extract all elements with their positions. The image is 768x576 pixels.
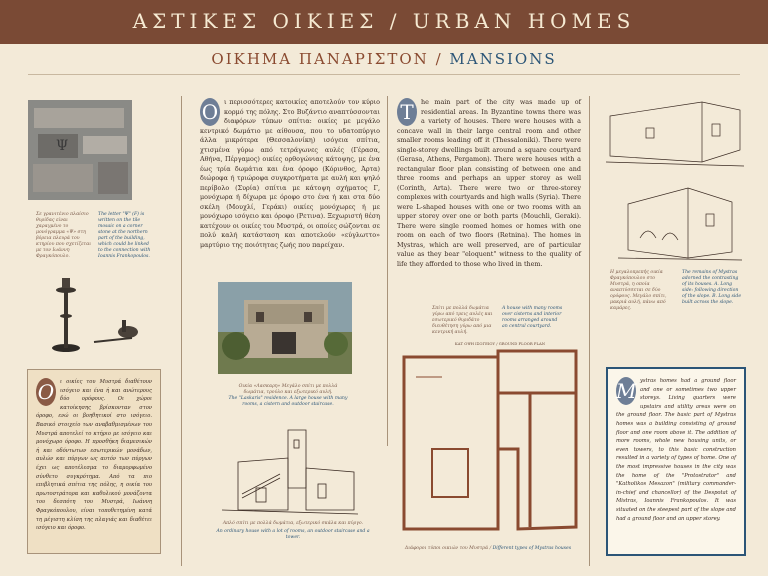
ground-floor-plan <box>402 347 582 542</box>
house-types-caption-english: Different types of Mystras houses <box>492 546 572 551</box>
ordinary-house-sketch <box>218 428 360 516</box>
header-bar <box>0 0 768 44</box>
laskaris-caption-greek: Οικία «Λασκαρη» Μεγάλο σπίτι με πολλά δωμάτια, τρούλο και εξωτερικό αυλή. <box>238 384 338 395</box>
left-divider <box>181 96 182 566</box>
far-right-box-dropcap: M <box>616 379 637 403</box>
house-types-caption-separator: / <box>488 546 493 551</box>
laskaris-caption-english: The "Laskaris" residence. A large house with many rooms, a cistern and outdoor staircase. <box>228 396 348 407</box>
page-subtitle <box>0 50 768 68</box>
left-greek-text-box <box>27 369 161 554</box>
house-types-caption <box>398 546 578 552</box>
sketch-caption-greek: Απλό σπίτι με πολλά δωμάτια, εξωτερικό σκάλα και πύργο. <box>222 521 364 526</box>
far-right-caption-english: The remains of Mystras adorned the contrasting of its houses. A. Long side: following direction of the slope. B. Long side built across the slope. <box>682 270 742 305</box>
title-divider <box>28 74 740 75</box>
right-english-text <box>397 98 581 269</box>
right-dropcap: T <box>397 98 417 126</box>
inscription-photo <box>28 100 132 200</box>
svg-text:Ψ: Ψ <box>56 138 69 154</box>
plan-caption-greek: Σπίτι με πολλά δωμάτια γύρω από τρεις αυλές και εσωτερικό θυριδάτο διευθέτηση γύρω από μια κεντρική αυλή. <box>432 306 493 335</box>
right-english-body: he main part of the city was made up of residential areas. In Byzantine towns there was a variety of houses. There were houses with a concave wall in their large central room and other smaller rooms leading off it (Thessaloniki). There were single-storey dwellings built around a square courtyard (Gerasa, Athens, Pergamon). There were houses with a rectangular floor plan consisting of between one and three rooms and perhaps an upper storey as well (Corinth, Arta). There were two or three-storey complexes with courtyards and high walls (Syria). There were L-shaped houses with one or two rooms with an upper storey over one or both parts (Mouchli, Geraki). There were single roomed homes or homes with one room on each of two floors (Retnina). The homes in Mystras, which are well preserved, are of particular value as they bear "eloquent" witness to the quality of life they afforded to those who lived in them. <box>397 98 581 268</box>
laskaris-house-photo <box>218 282 352 374</box>
middle-greek-body: ι περισσότερες κατοικίες αποτελούν τον κύριο κορμό της πόλης. Στο Βυζάντιο αναπτύσσονται διαφόρων τύπων σπίτια: οικίες με μεγάλο κεντρικό δωμάτιο με αίθουσα, που το υδατοπύργιο άλλα μικρότερα (Θεσσαλονίκη) ισόγεια σπίτια, χτισμένα γύρω από τετράγωνες αυλές (Γέρασα, Αθήνα, Πέργαμος) οικίες ορθογώνιας κάτοψης, με ένα έως τρία δωμάτια και ένα όροφο (Κόρινθος, Άρτα) διώροφα ή τριώροφα συγκροτήματα με αυλή και ψηλό περίβολο (Συρία) σπίτια με κάτοψη σχήματος Γ, μονόχωρα ή δίχωρα με όροφο στο ένα ή και στα δύο σκέλη (Μουχλί, Γεράκι) οικίες μονόχωρες ή με μονόχωρο ισόγειο και όροφο (Ρετινα). Ξεχωριστή θέση κατέχουν οι οικίες του Μυστρά, οι οποίες σώζονται σε πολύ καλή κατάσταση και αποτελούν «εύγλωττο» μαρτύριο της ποιότητας ζωής που παρείχαν. <box>200 98 380 249</box>
subtitle-separator: / <box>428 50 450 68</box>
middle-dropcap: Ο <box>201 100 219 124</box>
far-right-box-text <box>616 377 736 523</box>
far-right-caption-greek: Η μεγαλοπρεπής οικία Φραγκόπουλου στο Μυστρά, η οποία αναπτύσσεται σε δύο ορόφους. Μεγάλο σπίτι, μακριά αυλή, πάνω από καμάρες. <box>610 270 667 311</box>
house-sketch-a <box>606 96 744 170</box>
floor-plan-title: ΚΑΤ ΟΨΗ ΙΣΟΓΕΙΟΥ / GROUND FLOOR PLAN <box>454 341 546 346</box>
left-box-text <box>36 378 152 533</box>
subtitle-english: MANSIONS <box>449 50 557 68</box>
inscription-caption-greek: Σε γρανιτένιο πλαίσιο θυρίδας είναι χαραγμένο το μονόγραμμα «Ψ» στη βόρεια πλευρά του κτηρίου που σχετίζεται με τον Ιωάννη Φραγκόπουλο. <box>36 212 91 259</box>
left-box-body: ι οικίες του Μυστρά διαθέτουν ισόγειο και ένα ή και ανώτερους δύο ορόφους. Οι χώροι κατοίκησης βρίσκονταν στον όροφο, ενώ οι βοηθητικοί στο ισόγειο. Βασικό στοιχείο των αναβαθμισμένων του Μυστρά αποτελεί το κτήριο με ισόγειο και μονόχωρο όροφο. Η προσθήκη διαμεσικών ή και οδόντωτων εσωτερικών μονάδων, αυλών και πύργων ως αυτόν των πύργων έχει ως αποτέλεσμα το διαμορφωμένο σύνθετο συγκρότημα. Από τα πιο επιβλητικά σπίτια της πόλης, η οικία του πρωτοστράτορα και καθολικού μονάζοντα του δεσπότη του Μυστρά, Ιωάννη Φραγκόπουλου, είναι τοποθετημένη κατά τη μέγιστη κλίση της πλαγιάς και διαθέτει ισόγειο και όροφο. <box>36 379 152 532</box>
sketch-caption-english: An ordinary house with a lot of rooms, an outdoor staircase and a tower. <box>216 529 370 540</box>
lamp-objects-image <box>36 272 146 354</box>
left-box-dropcap: Ο <box>37 380 55 404</box>
house-sketch-b <box>618 180 742 262</box>
middle-divider <box>387 96 388 446</box>
inscription-caption-english: The letter "Ψ" (F) is written on the tile mosaic on a corner stone at the northern part of the building, which could be linked to the connection with Ioannis Frankopoulos. <box>98 212 151 259</box>
page-title: ΑΣΤΙΚΕΣ ΟΙΚΙΕΣ / URBAN HOMES <box>132 9 636 33</box>
house-types-caption-greek: Διάφοροι τύποι οικιών του Μυστρά <box>404 546 489 551</box>
far-right-box-body: ystras homes had a ground floor and one or sometimes two upper storeys. Living quarters were upstairs and utility areas were on the ground floor. The basic part of Mystras homes was a building consisting of ground floor and one room above it. The addition of more rooms, whole new housing units, or even towers, to this basic construction resulted in a variety of types of home. One of the most impressive houses in the city was the home of the "Protostrator" and "Katholikos Mesazon" (military commander-in-chief and chancellor) of the Despotat of Mistras, Ioannis Frankopoulos. It was situated on the steepest part of the slope and had a ground floor and an upper storey. <box>616 378 736 522</box>
subtitle-greek: ΟΙΚΗΜΑ ΠΑΝΑΡΙΣΤΟΝ <box>211 50 429 68</box>
middle-greek-text <box>200 98 380 250</box>
plan-caption-english: A house with many rooms over cisterns and interior rooms arranged around an central courtyard. <box>502 306 563 329</box>
right-divider <box>589 96 590 566</box>
far-right-english-box <box>606 367 746 556</box>
